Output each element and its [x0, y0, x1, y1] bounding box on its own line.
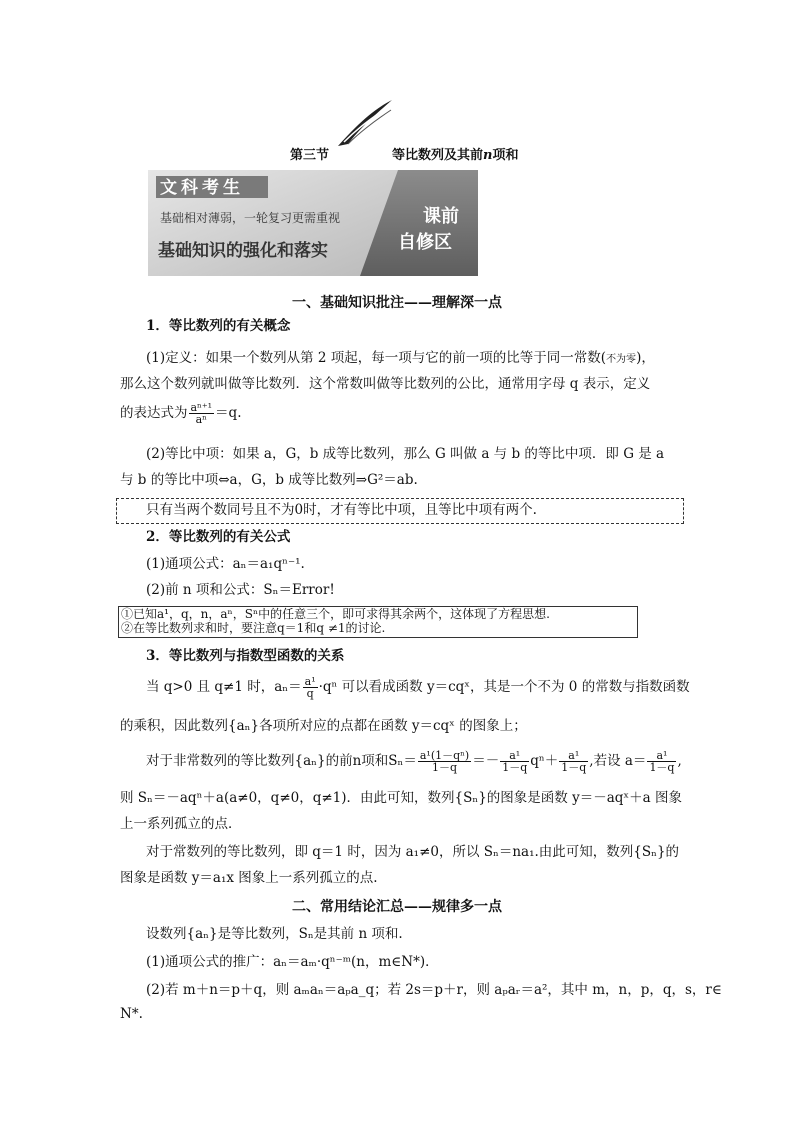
formula-note-1: ①已知a¹，q，n，aⁿ，Sⁿ中的任意三个，即可求得其余两个，这体现了方程思想. — [121, 607, 550, 621]
definition-line1: (1)定义：如果一个数列从第 2 项起，每一项与它的前一项的比等于同一常数(不为零)， — [146, 350, 655, 366]
constant-seq-line2: 图象是函数 y＝a₁x 图象上一系列孤立的点. — [120, 870, 378, 886]
general-term-formula: (1)通项公式：aₙ＝a₁qⁿ⁻¹. — [146, 556, 305, 572]
conclusion-intro: 设数列{aₙ}是等比数列，Sₙ是其前 n 项和. — [146, 926, 403, 942]
sum-function-line1: 对于非常数列的等比数列{aₙ}的前n项和Sₙ＝ $\frac{\text{a¹(1－qⁿ)}}{1-q}$ ＝－ $\frac{\text{a¹}}{1-q}$ qⁿ＋ $\frac{\text{a¹}}{1-q}$ ,若设 a＝ $\frac{\text{a¹}}{1-q}$ , — [146, 749, 682, 774]
heading-concept: 1．等比数列的有关概念 — [146, 318, 291, 334]
constant-seq-line1: 对于常数列的等比数列，即 q＝1 时，因为 a₁≠0，所以 Sₙ＝na₁.由此可知，数列{Sₙ}的 — [146, 844, 680, 860]
conclusion-2-line2: N*. — [120, 1006, 143, 1022]
sum-formula: (2)前 n 项和公式：Sₙ＝Error! — [146, 582, 335, 598]
section-title: 等比数列及其前n项和 — [392, 148, 519, 163]
banner-right-2: 自修区 — [398, 232, 452, 253]
sum-function-line3: 上一系列孤立的点． — [120, 816, 242, 832]
geometric-mean-line1: (2)等比中项：如果 a，G，b 成等比数列，那么 G 叫做 a 与 b 的等比中项．即 G 是 a — [146, 446, 665, 462]
geometric-mean-line2: 与 b 的等比中项⇔a，G，b 成等比数列⇒G²＝ab. — [120, 472, 418, 488]
conclusion-2-line1: (2)若 m＋n＝p＋q，则 aₘaₙ＝aₚa_q；若 2s＝p＋r，则 aₚaᵣ＝a²，其中 m，n，p，q，s，r∈ — [146, 982, 722, 998]
heading-conclusions: 二、常用结论汇总——规律多一点 — [292, 899, 502, 915]
banner-tag: 文科考生 — [160, 178, 244, 198]
dashed-note: 只有当两个数同号且不为0时，才有等比中项，且等比中项有两个. — [146, 502, 537, 518]
sum-function-line2: 则 Sₙ＝－aqⁿ＋a(a≠0，q≠0，q≠1)．由此可知，数列{Sₙ}的图象是函数 y＝－aqˣ＋a 图象 — [120, 790, 682, 806]
exponential-line1: 当 q>0 且 q≠1 时，aₙ＝ $\frac{\text{a¹}}{q}$ ·qⁿ 可以看成函数 y＝cqˣ，其是一个不为 0 的常数与指数函数 — [146, 675, 690, 700]
heading-exponential: 3．等比数列与指数型函数的关系 — [146, 648, 345, 664]
banner-right-1: 课前 — [423, 206, 459, 227]
heading-formulas: 2．等比数列的有关公式 — [146, 529, 291, 545]
formula-note-box — [118, 606, 638, 638]
section-number: 第三节 — [290, 148, 330, 163]
definition-line3: 的表达式为 $\frac{\text{aⁿ⁺¹}}{\text{aⁿ}}$ ＝q. — [120, 401, 242, 426]
formula-note-2: ②在等比数列求和时，要注意q＝1和q ≠1的讨论. — [121, 621, 386, 635]
conclusion-1: (1)通项公式的推广：aₙ＝aₘ·qⁿ⁻ᵐ(n，m∈N*)． — [146, 954, 439, 970]
exponential-line2: 的乘积，因此数列{aₙ}各项所对应的点都在函数 y＝cqˣ 的图象上； — [120, 718, 527, 734]
course-banner — [148, 170, 478, 276]
definition-line2: 那么这个数列就叫做等比数列．这个常数叫做等比数列的公比，通常用字母 q 表示，定义 — [120, 376, 651, 392]
banner-main: 基础知识的强化和落实 — [158, 241, 328, 261]
section-logo — [334, 98, 394, 148]
heading-basic: 一、基础知识批注——理解深一点 — [292, 295, 502, 311]
banner-subtitle: 基础相对薄弱，一轮复习更需重视 — [160, 211, 341, 225]
